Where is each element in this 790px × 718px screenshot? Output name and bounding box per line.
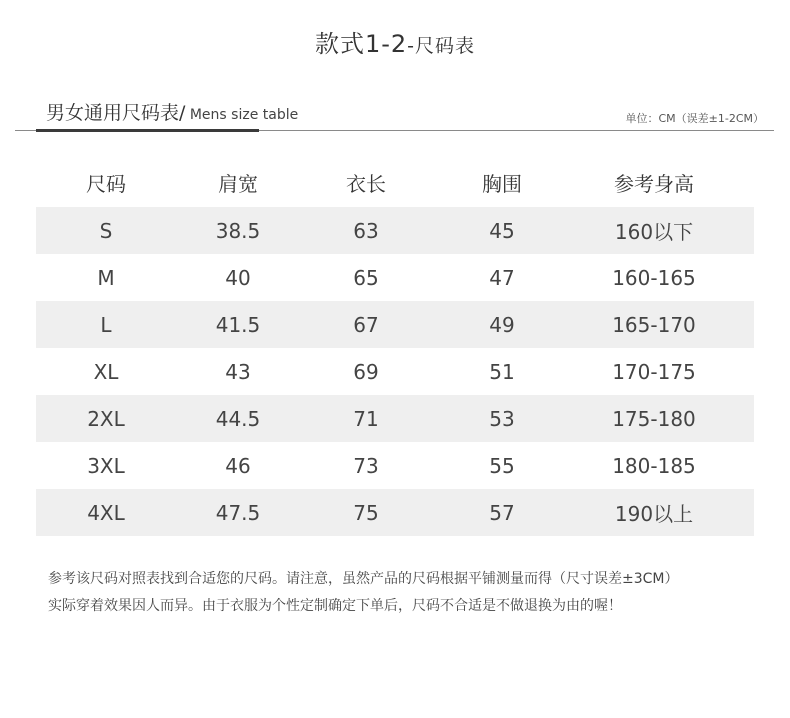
cell-chest: 53 xyxy=(489,406,515,431)
cell-length: 75 xyxy=(353,500,379,525)
header-length: 衣长 xyxy=(346,171,386,196)
cell-height: 165-170 xyxy=(612,312,696,337)
cell-size: L xyxy=(100,312,112,337)
page-title-suffix: -尺码表 xyxy=(407,35,476,57)
cell-size: 3XL xyxy=(87,453,125,478)
section-title-en: Mens size table xyxy=(185,107,299,123)
footnote-line-1: 参考该尺码对照表找到合适您的尺码。请注意，虽然产品的尺码根据平铺测量而得（尺寸误差±3CM） xyxy=(48,571,679,587)
cell-size: XL xyxy=(93,359,119,384)
cell-height: 170-175 xyxy=(612,359,696,384)
cell-height: 175-180 xyxy=(612,406,696,431)
section-title-cn: 男女通用尺码表/ xyxy=(46,102,186,124)
table-row xyxy=(36,442,754,489)
table-header-row xyxy=(36,157,754,207)
unit-note: 单位：CM（误差±1-2CM） xyxy=(625,112,764,125)
size-table xyxy=(36,157,754,536)
cell-height: 180-185 xyxy=(612,453,696,478)
section-header xyxy=(46,98,298,125)
footnote-line-2: 实际穿着效果因人而异。由于衣服为个性定制确定下单后，尺码不合适是不做退换为由的喔！ xyxy=(48,598,622,614)
cell-length: 69 xyxy=(353,359,379,384)
cell-shoulder: 43 xyxy=(225,359,251,384)
table-row xyxy=(36,207,754,254)
cell-chest: 55 xyxy=(489,453,515,478)
table-row xyxy=(36,301,754,348)
header-chest: 胸围 xyxy=(482,171,522,196)
cell-size: M xyxy=(97,265,115,290)
table-row xyxy=(36,395,754,442)
cell-length: 63 xyxy=(353,218,379,243)
table-row xyxy=(36,254,754,301)
table-row xyxy=(36,348,754,395)
cell-length: 71 xyxy=(353,406,379,431)
cell-size: S xyxy=(99,218,113,243)
cell-length: 67 xyxy=(353,312,379,337)
cell-size: 4XL xyxy=(87,500,125,525)
cell-chest: 49 xyxy=(489,312,515,337)
header-height: 参考身高 xyxy=(614,171,694,196)
cell-shoulder: 41.5 xyxy=(215,312,261,337)
section-divider-accent xyxy=(36,129,259,132)
cell-chest: 57 xyxy=(489,500,515,525)
size-footnote xyxy=(48,566,768,620)
cell-size: 2XL xyxy=(87,406,125,431)
cell-shoulder: 40 xyxy=(225,265,251,290)
cell-chest: 47 xyxy=(489,265,515,290)
cell-shoulder: 44.5 xyxy=(215,406,261,431)
table-row xyxy=(36,489,754,536)
cell-chest: 45 xyxy=(489,218,515,243)
cell-shoulder: 47.5 xyxy=(215,500,261,525)
cell-height: 160-165 xyxy=(612,265,696,290)
cell-length: 65 xyxy=(353,265,379,290)
cell-shoulder: 46 xyxy=(225,453,251,478)
cell-shoulder: 38.5 xyxy=(215,218,261,243)
cell-chest: 51 xyxy=(489,359,515,384)
page-title xyxy=(0,24,790,59)
cell-length: 73 xyxy=(353,453,379,478)
header-shoulder: 肩宽 xyxy=(218,171,258,196)
cell-height: 190以上 xyxy=(614,502,694,526)
page-title-main: 款式1-2 xyxy=(314,30,408,58)
header-size: 尺码 xyxy=(86,171,126,196)
cell-height: 160以下 xyxy=(614,220,694,244)
